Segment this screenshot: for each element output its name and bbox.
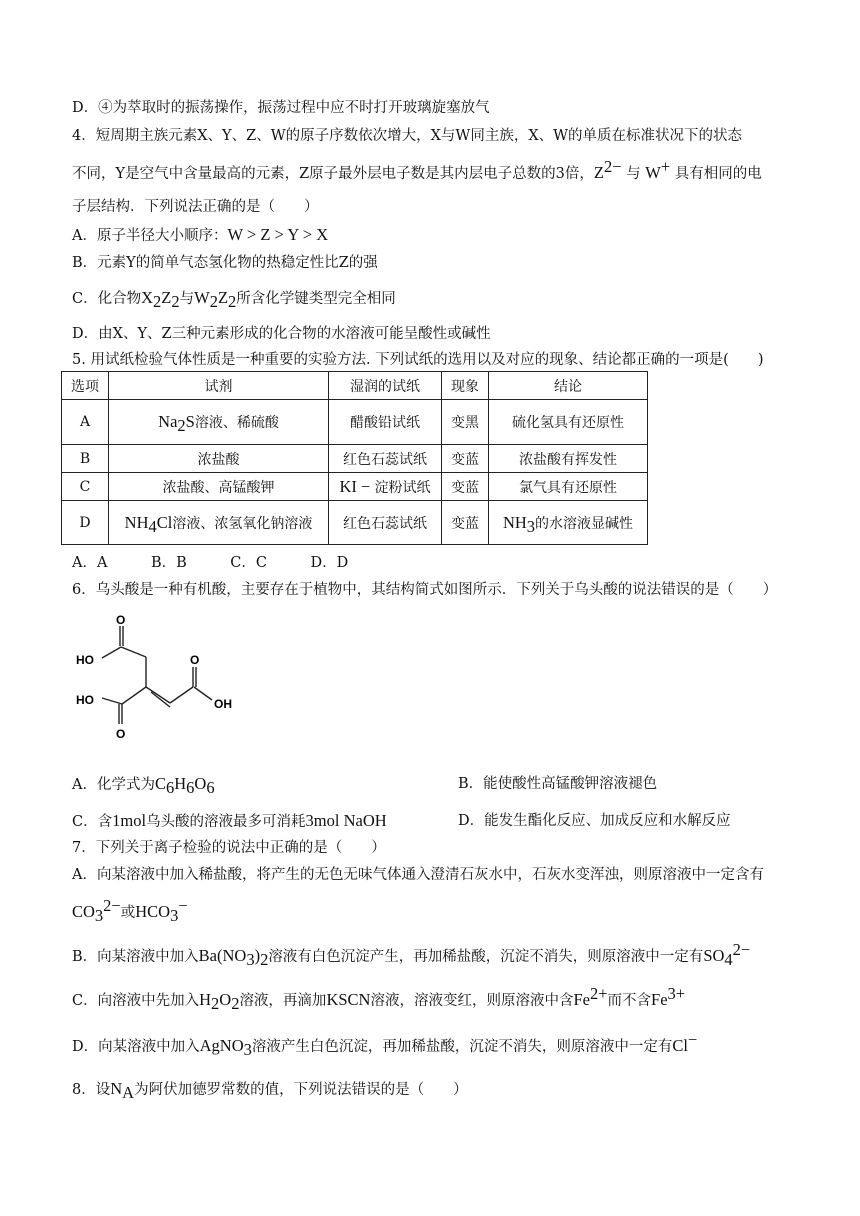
table-row (62, 445, 648, 473)
q3-option-d: D．④为萃取时的振荡操作，振荡过程中应不时打开玻璃旋塞放气 (72, 100, 490, 116)
table-cell: $NH_4Cl$溶液、浓氢氧化钠溶液 (109, 501, 329, 545)
table-cell: D (62, 501, 109, 545)
table-row (62, 473, 648, 501)
table-header-cell: 现象 (442, 372, 489, 400)
table-cell: 红色石蕊试纸 (329, 501, 442, 545)
q6-option-a: A．化学式为$C_6H_6O_6$ (72, 774, 215, 797)
q4-stem-line2: 不同，Y是空气中含量最高的元素，Z原子最外层电子数是其内层电子总数的3倍，$Z^{2-}$ 与 W+ 具有相同的电 (72, 157, 762, 182)
table-cell: 变蓝 (442, 501, 489, 545)
q6-option-d: D．能发生酯化反应、加成反应和水解反应 (458, 813, 731, 829)
q5-stem: 5. 用试纸检验气体性质是一种重要的实验方法. 下列试纸的选用以及对应的现象、结论都正确的一项是( ) (72, 352, 764, 368)
table-cell: B (62, 445, 109, 473)
table-header-row (62, 372, 648, 400)
table-cell: 氯气具有还原性 (489, 473, 648, 501)
hydroxyl-label: OH (214, 697, 232, 711)
table-cell: 变蓝 (442, 445, 489, 473)
table-row (62, 400, 648, 445)
hydroxyl-label: HO (76, 653, 94, 667)
table-cell: 变黑 (442, 400, 489, 445)
q4-option-c: C．化合物$X_2Z_2$与$W_2Z_2$所含化学键类型完全相同 (72, 288, 396, 311)
table-cell: 醋酸铅试纸 (329, 400, 442, 445)
q6-option-c: C．含1mol乌头酸的溶液最多可消耗3mol NaOH (72, 811, 387, 830)
table-header-cell: 试剂 (109, 372, 329, 400)
q4-stem-line3: 子层结构．下列说法正确的是（ ） (72, 199, 319, 215)
table-cell: 硫化氢具有还原性 (489, 400, 648, 445)
q4-stem-line1: 4．短周期主族元素X、Y、Z、W的原子序数依次增大，X与W同主族，X、W的单质在标准状况下的状态 (72, 128, 743, 144)
table-header-cell: 结论 (489, 372, 648, 400)
q6-option-b: B．能使酸性高锰酸钾溶液褪色 (458, 776, 658, 792)
table-cell: 变蓝 (442, 473, 489, 501)
table-cell: 红色石蕊试纸 (329, 445, 442, 473)
table-header-cell: 选项 (62, 372, 109, 400)
q8-stem: 8．设$N_A$为阿伏加德罗常数的值，下列说法错误的是（ ） (72, 1079, 468, 1102)
table-cell: $Na_2S$溶液、稀硫酸 (109, 400, 329, 445)
q7-option-a-line2: $CO_3^{2-}$或$HCO_3^-$ (72, 896, 188, 925)
table-cell: KI − 淀粉试纸 (329, 473, 442, 501)
q4-option-b: B．元素Y的简单气态氢化物的热稳定性比Z的强 (72, 255, 378, 271)
q5-answer-options: A．A B．B C．C D．D (72, 555, 349, 571)
q4-option-d: D．由X、Y、Z三种元素形成的化合物的水溶液可能呈酸性或碱性 (72, 326, 491, 342)
oxygen-label: O (190, 653, 200, 667)
table-header-cell: 湿润的试纸 (329, 372, 442, 400)
q7-stem: 7．下列关于离子检验的说法中正确的是（ ） (72, 840, 386, 856)
table-cell: A (62, 400, 109, 445)
aconitic-acid-structure (72, 612, 252, 752)
q7-option-a-line1: A．向某溶液中加入稀盐酸，将产生的无色无味气体通入澄清石灰水中，石灰水变浑浊，则原溶液中一定含有 (72, 867, 764, 883)
q5-table (61, 371, 648, 545)
oxygen-label: O (116, 613, 126, 627)
oxygen-label: O (116, 727, 126, 741)
hydroxyl-label: HO (76, 693, 94, 707)
q4-option-a: A．原子半径大小顺序：W > Z > Y > X (72, 225, 329, 244)
q7-option-c: C．向溶液中先加入$H_2O_2$溶液，再滴加KSCN溶液，溶液变红，则原溶液中含$Fe^{2+}$而不含$Fe^{3+}$ (72, 984, 686, 1013)
table-cell: C (62, 473, 109, 501)
table-cell: 浓盐酸 (109, 445, 329, 473)
q6-stem: 6．乌头酸是一种有机酸，主要存在于植物中，其结构简式如图所示．下列关于乌头酸的说法错误的是（ ） (72, 582, 778, 598)
q7-option-b: B．向某溶液中加入$Ba(NO_3)_2$溶液有白色沉淀产生，再加稀盐酸，沉淀不消失，则原溶液中一定有$SO_4^{2-}$ (72, 940, 751, 969)
q7-option-d: D．向某溶液中加入AgNO$_3$溶液产生白色沉淀，再加稀盐酸，沉淀不消失，则原溶液中一定有Cl− (72, 1030, 698, 1059)
table-cell: 浓盐酸有挥发性 (489, 445, 648, 473)
table-cell: $NH_3$的水溶液显碱性 (489, 501, 648, 545)
table-row (62, 501, 648, 545)
table-cell: 浓盐酸、高锰酸钾 (109, 473, 329, 501)
